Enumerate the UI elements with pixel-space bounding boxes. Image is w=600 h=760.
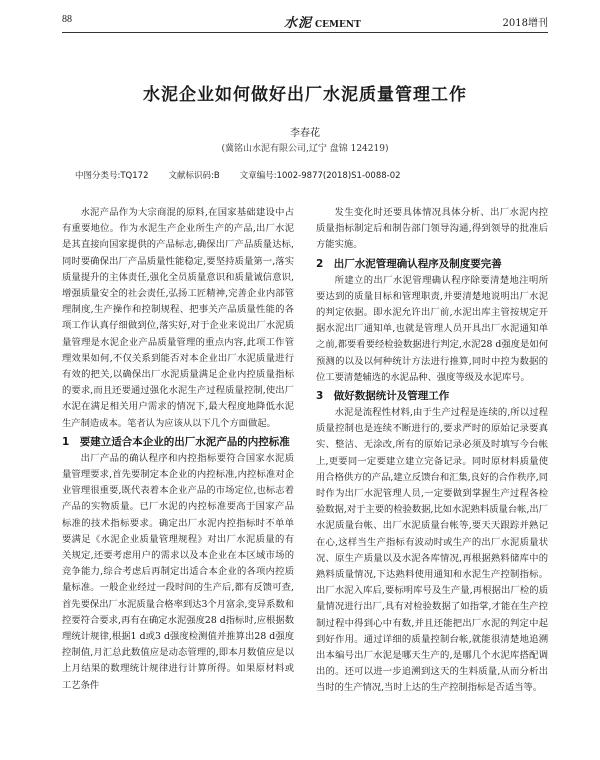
intro-paragraph: 水泥产品作为大宗商混的原料,在国家基础建设中占有重要地位。作为水泥生产企业所生产的产品,出厂水泥是其直接向国家提供的产品标志,确保出厂产品质量达标,同时要确保出厂产品质量性能稳定,要坚持质量第一,落实质量提升的主体责任,强化全员质量意识和质量诚信意识,增强质量安全的社会责任,弘扬工匠精神,完善企业内部管理制度,生产操作和控制规程、把事关产品质量性能的各项工作认真仔细做到位,落实好,对于企业来说出厂水泥质量管理是水泥企业产品质量管理的重点内容,此项工作管理效果如何,不仅关系到能否对本企业出厂水泥质量进行有效的把关,以确保出厂水泥质量满足企业内控质量指标的要求,而且还要通过强化水泥生产过程质量控制,使出厂水泥在满足相关用户需求的情况下,最大程度地降低水泥生产制造成本。笔者认为应该从以下几个方面做起。	[62, 207, 294, 429]
article-author: 李春花	[290, 128, 320, 139]
section-heading-3: 3 做好数据统计及管理工作	[316, 390, 450, 403]
section-heading-2: 2 出厂水泥管理确认程序及制度要完善	[316, 257, 502, 270]
article-number: 文章编号:1002-9877(2018)S1-0088-02	[239, 171, 401, 181]
article-title: 水泥企业如何做好出厂水泥质量管理工作	[143, 85, 467, 105]
journal-name-en: CEMENT	[315, 20, 361, 30]
journal-logo	[284, 12, 361, 31]
article-meta	[75, 169, 540, 181]
header-rule	[62, 32, 548, 33]
page-number: 88	[62, 14, 72, 25]
clc-number: 中图分类号:TQ172	[75, 171, 149, 181]
document-code: 文献标识码:B	[168, 171, 220, 181]
section-3-paragraph: 水泥是流程性材料,由于生产过程是连续的,所以过程质量控制也是连续不断进行的,要求严时的原始记录要真实、整洁、无涂改,所有的原始记录必须及时填写今台帐上,更要同一定要建立建立完备记录。同时原材料质量使用合格供方的产品,建立反馈台和汇集,良好的合作秩序,同时作为出厂水泥管理人员,一定要做到掌握生产过程各检验数据,对于主要的检验数据,比如水泥熟料质量台帐,出厂水泥质量台帐、出厂水泥质量台帐等,要天天跟踪并熟记在心,这样当生产指标有波动时或生产的出厂水泥质量状况、原生产质量以及水泥各库情况,再根据熟料储库中的熟料质量情况,下达熟料使用通知和水泥生产控制指标。出厂水泥入库后,要标明库号及生产量,再根据出厂检的质量情况进行出厂,具有对检验数据了如指掌,才能在生产控制过程中得到心中有数,并且还能把出厂水泥的判定中起到好作用。通过详细的质量控制台帐,就能很清楚地追溯出本编号出厂水泥是哪天生产的,是哪几个水泥库搭配调出的。还可以进一步追溯到这天的生料质量,从而分析出当时的生产情况,当时上达的生产控制指标是否适当等。	[316, 407, 548, 694]
page-header	[62, 12, 548, 30]
section-1-continued: 发生变化时还要具体情况具体分析、出厂水泥内控质量指标制定后和制告部门领导沟通,得到领导的批准后方能实施。	[316, 207, 548, 251]
left-column	[62, 205, 294, 694]
section-heading-1: 1 要建立适合本企业的出厂水泥产品的内控标准	[62, 435, 290, 448]
journal-name: 水泥	[284, 16, 313, 31]
section-1-paragraph: 出厂产品的确认程序和内控指标要符合国家水泥质量管理要求,首先要制定本企业的内控标准,内控标准对企业管理很重要,既代表着本企业产品的市场定位,也标志着产品的实物质量。已厂水泥的内控标准要高于国家产品标准的技术指标要求。确定出厂水泥内控指标时不单单要满足《水泥企业质量管理规程》对出厂水泥质量的有关规定,还要考虑用户的需求以及本企业在本区域市场的竞争能力,综合考虑后再制定出适合本企业的各项内控质量标准。一般企业经过一段时间的生产后,都有反馈可查,首先要保出厂水泥质量合格率到达3个月富余,变异系数和控要符合要求,再有在确定水泥强度28 d指标时,应根据数理统计规律,根据1 d或3 d强度检测值并推算出28 d强度控制值,月汇总此数值应是动态管理的,即本月数值应是以上月结果的数理统计规律进行计算所得。如果原材料或工艺条件	[62, 452, 294, 691]
section-2-paragraph: 所建立的出厂水泥管理确认程序除要清楚地注明所要达到的质量目标和管理职责,并要清楚地说明出厂水泥的判定依据。即水泥允许出厂前,水泥出库主管按规定开据水泥出厂通知单,也就是管理人员开具出厂水泥通知单之前,都要看要经检验数据进行判定,水泥28 d强度是如何预测的以及以何种统计方法进行推算,同时中控为数据的位工要清楚辅选的水泥品种、强度等级及水泥库号。	[316, 274, 548, 383]
author-affiliation: (冀铭山水泥有限公司,辽宁 盘锦 124219)	[221, 144, 389, 154]
right-column	[316, 205, 548, 697]
issue-label: 2018增刊	[502, 18, 548, 29]
